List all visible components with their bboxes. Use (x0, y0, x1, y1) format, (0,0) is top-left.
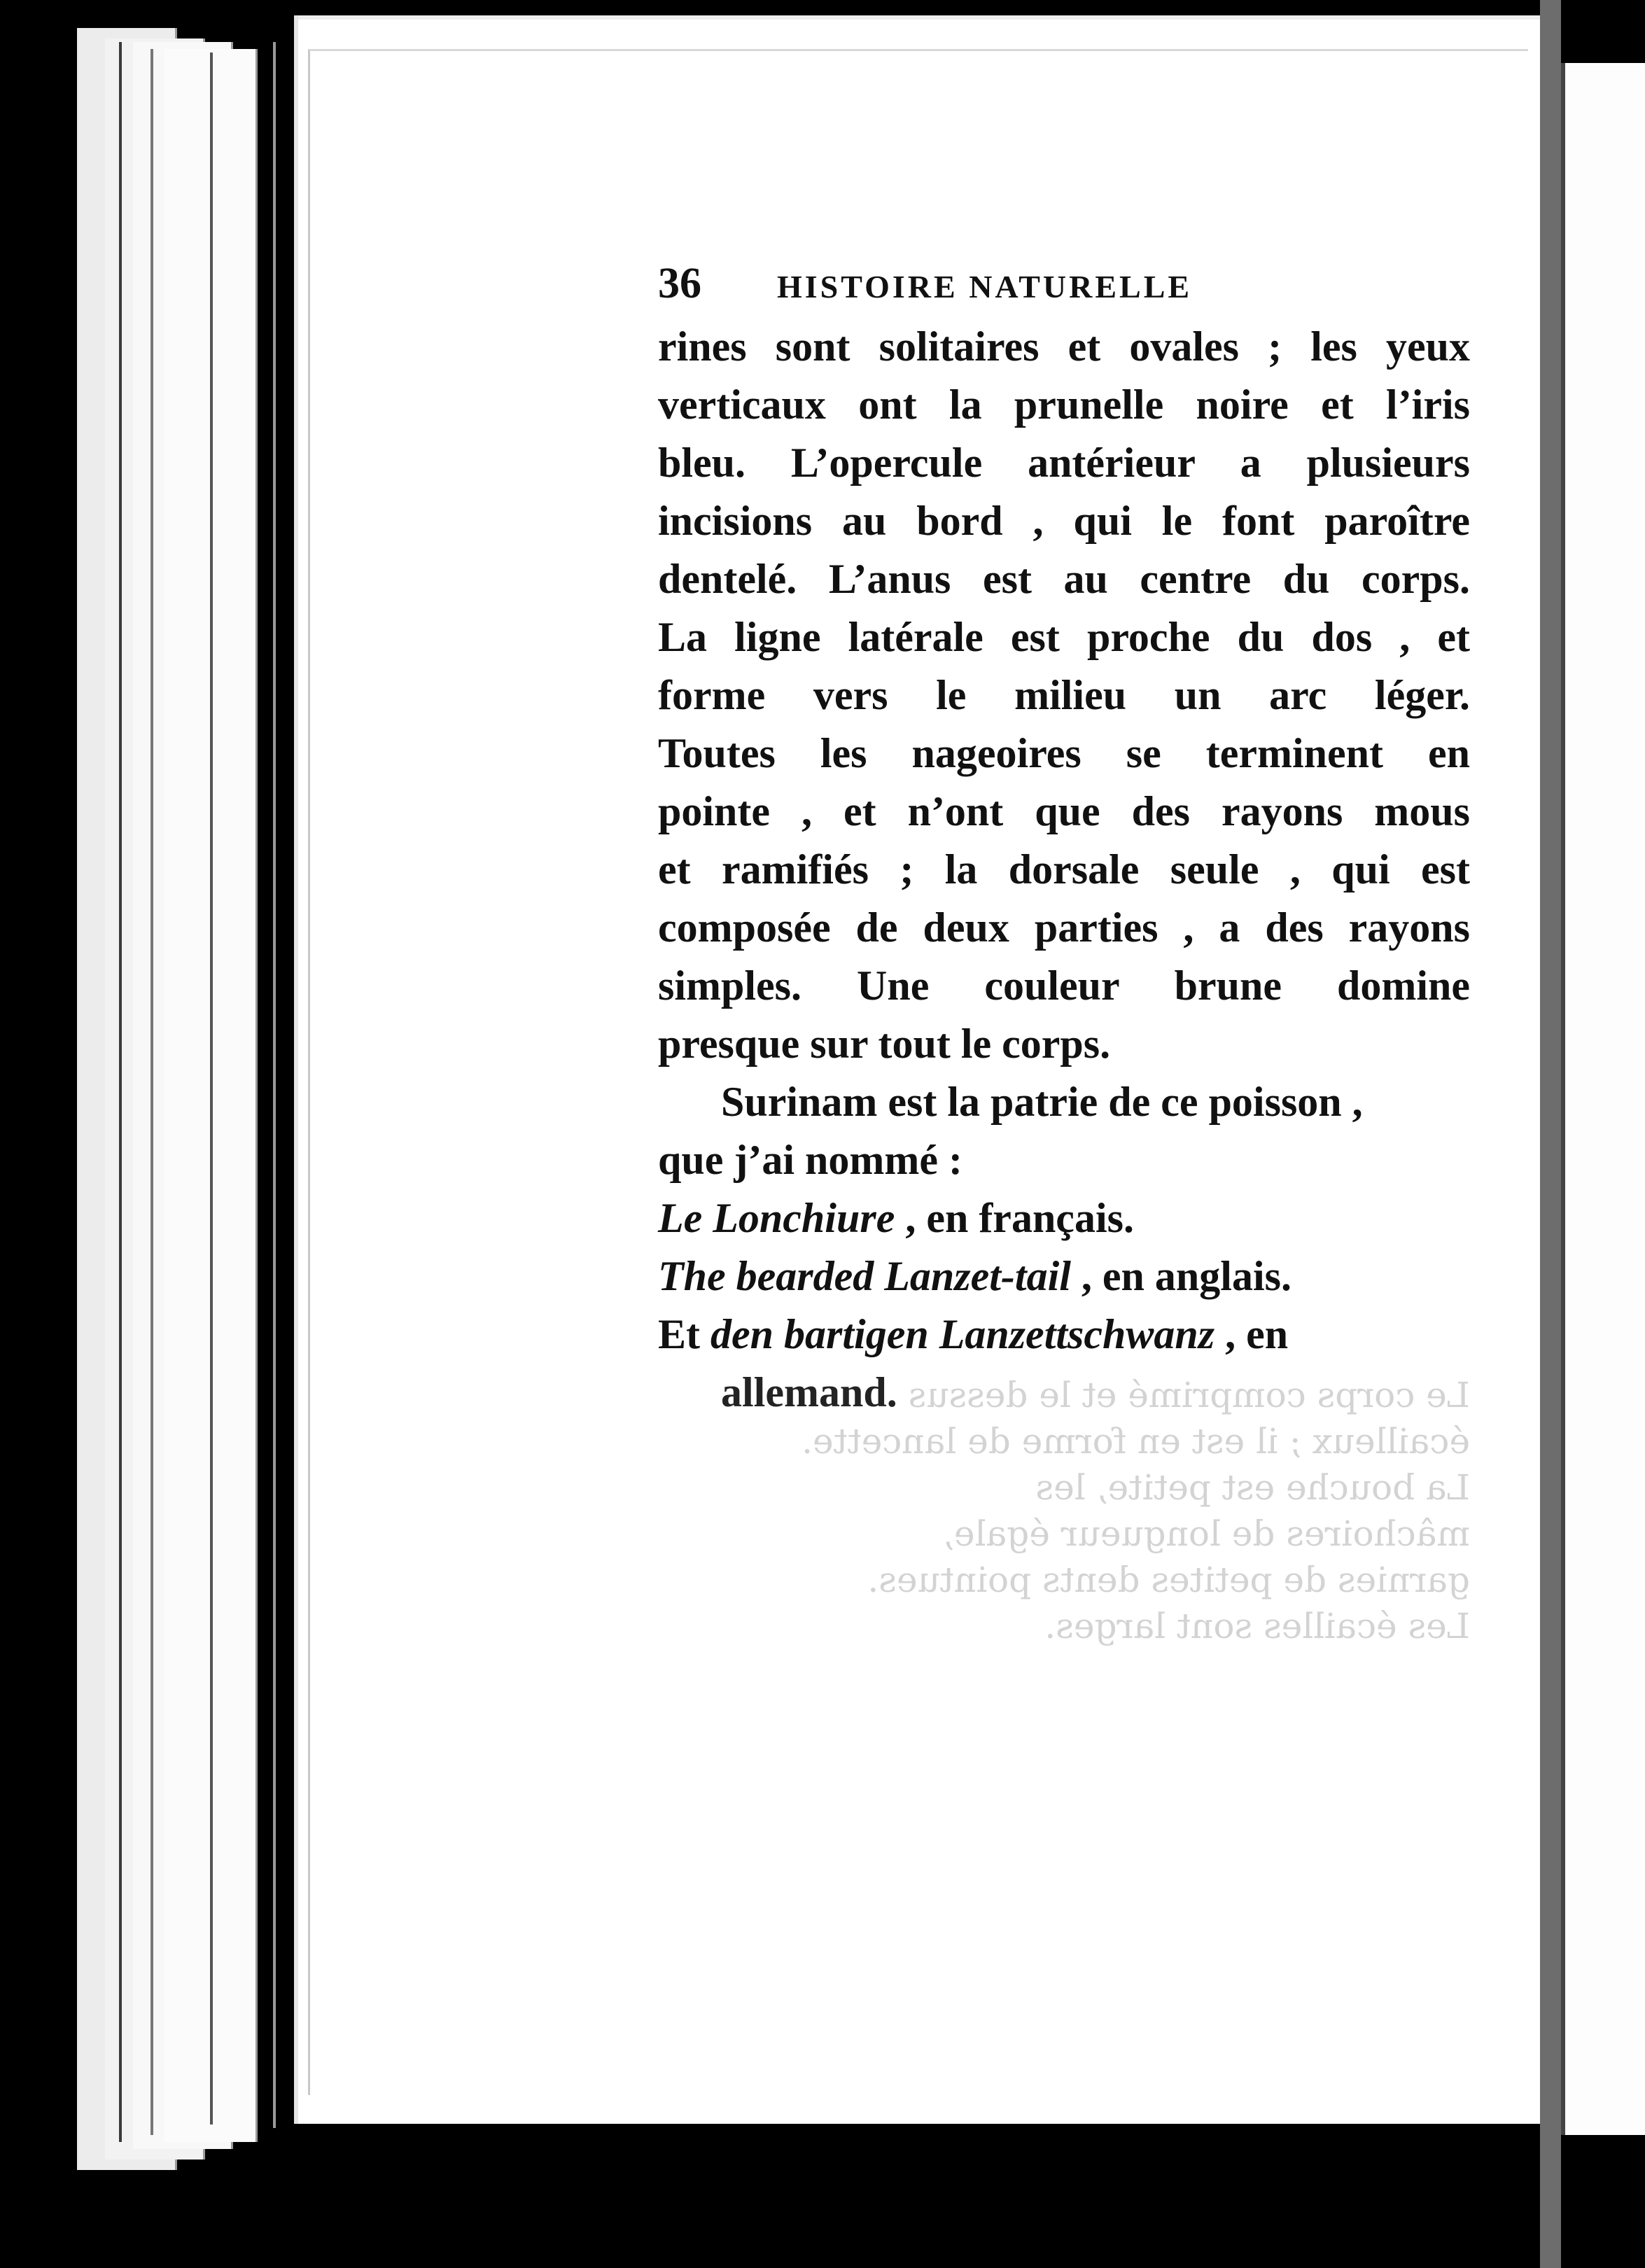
name-german-prefix: Et (658, 1311, 710, 1357)
name-english-rest: , en anglais. (1070, 1253, 1292, 1299)
gutter-shadow (1540, 0, 1561, 2268)
text-line: incisions au bord , qui le font paroître (658, 498, 1470, 544)
running-head (658, 259, 1470, 315)
text-line: pointe , et n’ont que des rayons mous (658, 788, 1470, 834)
page-edge-shadow (273, 42, 276, 2128)
page-edge-shadow (150, 49, 153, 2135)
name-french (658, 1189, 1470, 1247)
page-number: 36 (658, 260, 701, 307)
text-line: rines sont solitaires et ovales ; les yeux (658, 323, 1470, 370)
paragraph-line: Surinam est la patrie de ce poisson , (721, 1079, 1363, 1125)
name-english-italic: The bearded Lanzet-tail (658, 1253, 1071, 1299)
text-line: verticaux ont la prunelle noire et l’iris (658, 382, 1470, 428)
ghost-line: Les écailles sont larges. (1044, 1606, 1470, 1646)
text-line: simples. Une couleur brune domine (658, 962, 1470, 1009)
text-line: presque sur tout le corps. (658, 1021, 1111, 1067)
text-column (658, 259, 1470, 1422)
text-line: Toutes les nageoires se terminent en (658, 730, 1470, 776)
text-line: forme vers le milieu un arc léger. (658, 672, 1470, 718)
name-german-italic: den bartigen Lanzettschwanz (710, 1311, 1215, 1357)
text-line: composée de deux parties , a des rayons (658, 904, 1470, 951)
ghost-line: La bouche est petite, les (1035, 1467, 1470, 1508)
running-head-title: HISTOIRE NATURELLE (777, 269, 1193, 304)
ghost-line: écailleux ; il est en forme de lancette. (802, 1421, 1470, 1462)
ghost-line: mâchoires de longueur égale, (942, 1513, 1470, 1554)
name-english (658, 1247, 1470, 1306)
name-french-rest: , en français. (895, 1195, 1134, 1241)
page-edge-shadow (210, 52, 213, 2124)
name-german (658, 1306, 1470, 1364)
text-line: dentelé. L’anus est au centre du corps. (658, 556, 1470, 602)
name-german-rest: , en (1214, 1311, 1289, 1357)
text-line: et ramifiés ; la dorsale seule , qui est (658, 846, 1470, 892)
name-french-italic: Le Lonchiure (658, 1195, 895, 1241)
last-line: allemand. (721, 1369, 897, 1415)
facing-page-edge (1561, 63, 1645, 2135)
ghost-line: Le corps comprimé et le dessus (908, 1375, 1470, 1415)
text-line: La ligne latérale est proche du dos , et (658, 614, 1470, 660)
text-line: bleu. L’opercule antérieur a plusieurs (658, 440, 1470, 486)
paragraph-line: que j’ai nommé : (658, 1137, 962, 1183)
page-edge-shadow (119, 42, 122, 2142)
ghost-line: garnies de petites dents pointues. (867, 1560, 1470, 1600)
